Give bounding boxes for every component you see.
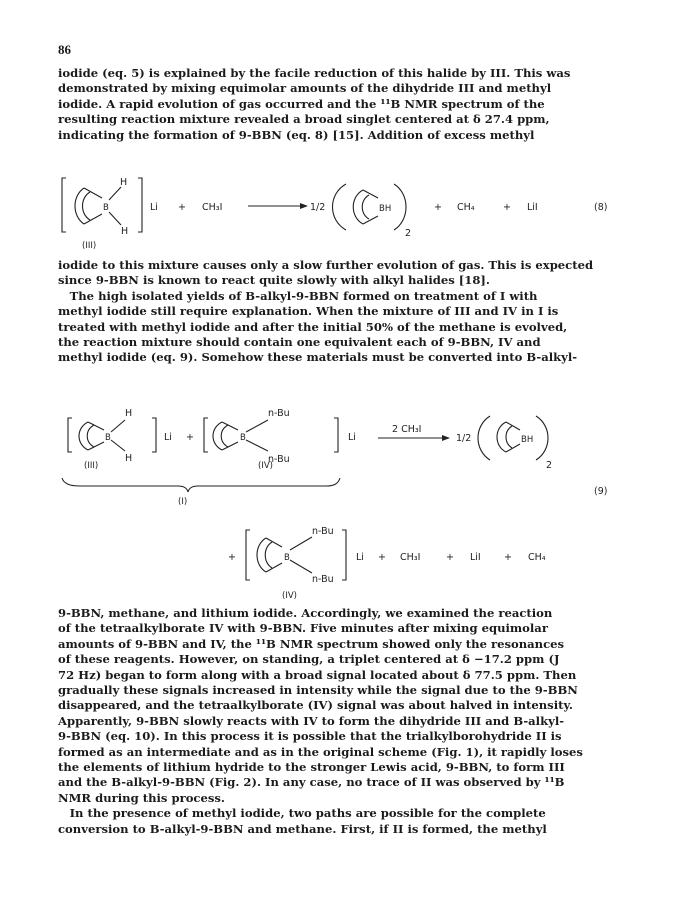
text-line: indicating the formation of 9-BBN (eq. 8) [15]. Addition of excess methyl xyxy=(58,127,535,142)
plus-sign: + xyxy=(228,552,236,563)
text-line: methyl iodide still require explanation. When the mixture of III and IV in I is xyxy=(58,304,559,319)
text-line: of these reagents. However, on standing, a triplet centered at δ −17.2 ppm (J xyxy=(58,652,560,667)
boron-atom: B xyxy=(105,433,111,443)
plus-sign: + xyxy=(446,552,454,563)
text-line: iodide (eq. 5) is explained by the facile reduction of this halide by III. This was xyxy=(58,66,571,80)
text-line: demonstrated by mixing equimolar amounts of the dihydride III and methyl xyxy=(58,81,552,96)
compound-label-III: (III) xyxy=(84,461,99,471)
lithium-iodide: LiI xyxy=(470,552,481,563)
compound-label-IV: (IV) xyxy=(282,591,297,601)
half-coefficient: 1/2 xyxy=(310,202,326,213)
n-butyl-top: n-Bu xyxy=(268,408,290,419)
plus-sign: + xyxy=(378,552,386,563)
text-line: The high isolated yields of B-alkyl-9-BBN formed on treatment of I with xyxy=(58,288,538,303)
hydride-h-top: H xyxy=(125,408,133,419)
lithium: Li xyxy=(356,552,364,563)
methane: CH₄ xyxy=(457,202,475,213)
text-line: iodide. A rapid evolution of gas occurred and the ¹¹B NMR spectrum of the xyxy=(58,96,545,111)
plus-sign: + xyxy=(504,552,512,563)
text-line: disappeared, and the tetraalkylborate (IV) signal was about halved in intensity. xyxy=(58,698,573,713)
page-number: 86 xyxy=(58,42,71,57)
n-butyl-bottom: n-Bu xyxy=(312,574,334,585)
text-line: of the tetraalkylborate IV with 9-BBN. Five minutes after mixing equimolar xyxy=(58,621,548,636)
text-line: gradually these signals increased in intensity while the signal due to the 9-BBN xyxy=(58,683,578,698)
text-line: NMR during this process. xyxy=(58,790,225,805)
lithium: Li xyxy=(164,432,172,443)
compound-label-I: (I) xyxy=(178,497,188,507)
n-butyl-bottom: n-Bu xyxy=(268,454,290,465)
text-line: resulting reaction mixture revealed a broad singlet centered at δ 27.4 ppm, xyxy=(58,112,550,127)
text-line: treated with methyl iodide and after the initial 50% of the methane is evolved, xyxy=(58,319,568,334)
hydride-h-bottom: H xyxy=(121,226,129,237)
text-line: 72 Hz) began to form along with a broad signal located about δ 77.5 ppm. Then xyxy=(58,667,577,682)
plus-sign: + xyxy=(186,432,194,443)
text-line: since 9-BBN is known to react quite slowly with alkyl halides [18]. xyxy=(58,273,490,288)
boron-atom: B xyxy=(284,553,290,563)
text-line: conversion to B-alkyl-9-BBN and methane. First, if II is formed, the methyl xyxy=(58,821,547,836)
text-line: methyl iodide (eq. 9). Somehow these materials must be converted into B-alkyl- xyxy=(58,350,578,365)
text-line: amounts of 9-BBN and IV, the ¹¹B NMR spectrum showed only the resonances xyxy=(58,636,565,651)
methane: CH₄ xyxy=(528,552,546,563)
text-line: formed as an intermediate and as in the original scheme (Fig. 1), it rapidly loses xyxy=(58,744,583,759)
text-line: the reaction mixture should contain one equivalent each of 9-BBN, IV and xyxy=(58,335,541,350)
boron-atom: B xyxy=(240,433,246,443)
text-line: Apparently, 9-BBN slowly reacts with IV to form the dihydride III and B-alkyl- xyxy=(58,713,565,728)
lithium: Li xyxy=(348,432,356,443)
plus-sign: + xyxy=(434,202,442,213)
text-line: iodide to this mixture causes only a slow further evolution of gas. This is expected xyxy=(58,258,594,272)
dimer-subscript: 2 xyxy=(546,460,553,471)
text-line: 9-BBN (eq. 10). In this process it is possible that the trialkylborohydride II is xyxy=(58,729,562,744)
compound-label-IV: (IV) xyxy=(258,461,273,471)
lithium: Li xyxy=(150,202,158,213)
text-line: 9-BBN, methane, and lithium iodide. Accordingly, we examined the reaction xyxy=(58,606,553,620)
text-line: In the presence of methyl iodide, two paths are possible for the complete xyxy=(58,806,546,821)
dimer-subscript: 2 xyxy=(405,228,412,239)
lithium-iodide: LiI xyxy=(527,202,538,213)
methyl-iodide: CH₃I xyxy=(400,552,421,563)
methyl-iodide-2eq: 2 CH₃I xyxy=(392,424,422,435)
boron-atom: B xyxy=(103,203,109,213)
n-butyl-top: n-Bu xyxy=(312,526,334,537)
compound-label-III: (III) xyxy=(82,241,97,251)
text-line: and the B-alkyl-9-BBN (Fig. 2). In any case, no trace of II was observed by ¹¹B xyxy=(58,775,565,790)
equation-number-9: (9) xyxy=(594,486,608,497)
methyl-iodide: CH₃I xyxy=(202,202,223,213)
hydride-h-top: H xyxy=(120,177,128,188)
plus-sign: + xyxy=(503,202,511,213)
hydride-h-bottom: H xyxy=(125,453,133,464)
bh-group: BH xyxy=(521,435,534,445)
bh-group: BH xyxy=(379,204,392,214)
equation-number-8: (8) xyxy=(594,202,608,213)
plus-sign: + xyxy=(178,202,186,213)
text-line: the elements of lithium hydride to the stronger Lewis acid, 9-BBN, to form III xyxy=(58,760,565,775)
half-coefficient: 1/2 xyxy=(456,433,472,444)
paragraph-3 xyxy=(58,606,626,837)
